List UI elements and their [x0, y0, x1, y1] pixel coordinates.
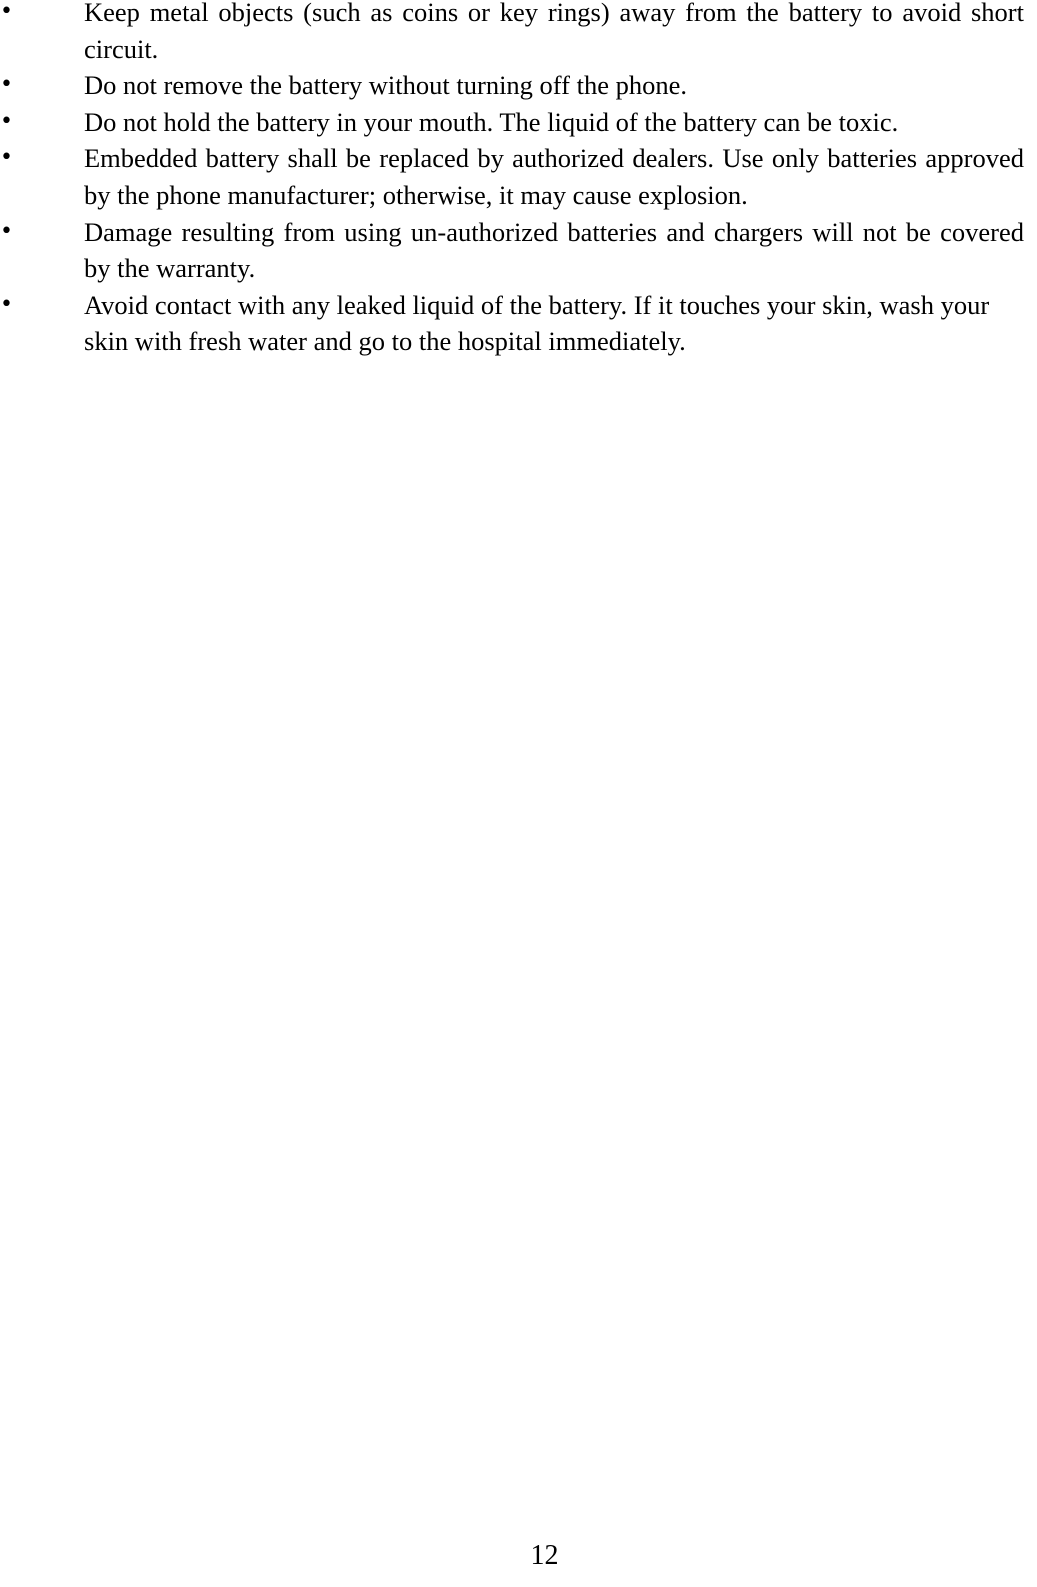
bullet-icon: • [0, 72, 13, 98]
list-item [0, 0, 1024, 67]
bullet-icon: • [0, 218, 13, 244]
list-item [0, 214, 1024, 287]
list-item-text: Keep metal objects (such as coins or key rings) away from the battery to avoid short circuit. [84, 0, 1024, 64]
list-item-text: Embedded battery shall be replaced by authorized dealers. Use only batteries approved by the phone manufacturer; otherwise, it may cause explosion. [84, 143, 1024, 210]
list-item-text: Do not hold the battery in your mouth. The liquid of the battery can be toxic. [84, 106, 899, 137]
list-item-text: Damage resulting from using un-authorized batteries and chargers will not be covered by the warranty. [84, 216, 1024, 284]
list-item [0, 287, 1024, 360]
battery-safety-list [0, 0, 1024, 360]
bullet-icon: • [0, 291, 13, 317]
list-item [0, 67, 1024, 104]
list-item [0, 104, 1024, 141]
page-number: 12 [530, 1540, 559, 1571]
bullet-icon: • [0, 145, 13, 171]
bullet-icon: • [0, 0, 13, 24]
bullet-icon: • [0, 108, 13, 134]
list-item-text: Do not remove the battery without turning off the phone. [84, 70, 687, 101]
list-item [0, 140, 1024, 213]
list-item-text: Avoid contact with any leaked liquid of the battery. If it touches your skin, wash your skin with fresh water and go to the hospital immediately. [84, 289, 990, 357]
